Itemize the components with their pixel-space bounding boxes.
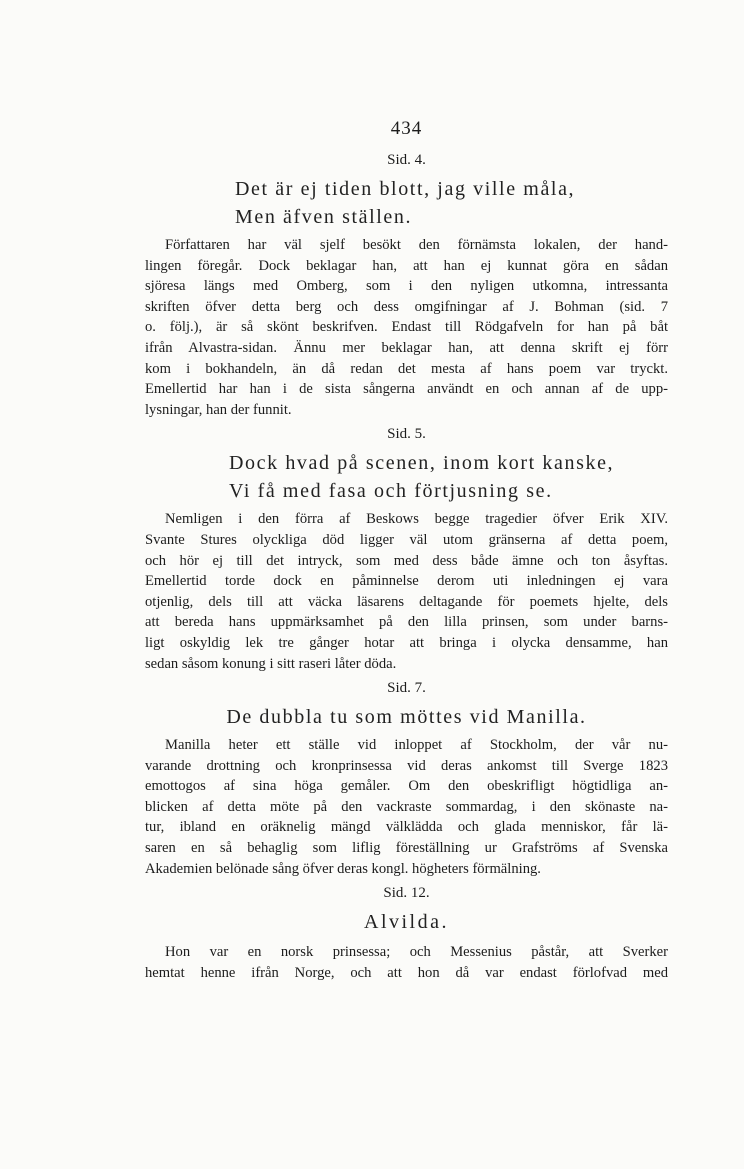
commentary-paragraph bbox=[145, 735, 668, 879]
text-line: och hör ej till det intryck, som med dess både ämne och ton åsyftas. bbox=[145, 552, 668, 569]
commentary-paragraph bbox=[145, 235, 668, 420]
text-line: Emellertid har han i de sista sångerna användt en och annan af de upp- bbox=[145, 381, 668, 398]
text-line: lingen föregår. Dock beklagar han, att han ej kunnat göra en sådan bbox=[145, 257, 668, 274]
section-sid-7 bbox=[145, 680, 668, 879]
section-ref: Sid. 12. bbox=[383, 885, 430, 902]
text-line: Akademien belönade sång öfver deras kongl. högheters förmälning. bbox=[145, 860, 541, 877]
text-line: Emellertid torde dock en påminnelse derom uti inledningen ej vara bbox=[145, 573, 668, 590]
section-sid-5 bbox=[145, 426, 668, 674]
text-line: Manilla heter ett ställe vid inloppet af Stockholm, der vår nu- bbox=[165, 737, 668, 754]
verse-line: Men äfven ställen. bbox=[235, 206, 413, 228]
page-number: 434 bbox=[390, 118, 423, 139]
text-line: tur, ibland en oräknelig mängd välklädda och glada menniskor, får lä- bbox=[145, 819, 668, 836]
text-line: saren en så behaglig som liflig föreställning ur Grafströms af Svenska bbox=[145, 840, 668, 857]
text-line: varande drottning och kronprinsessa vid deras ankomst till Sverge 1823 bbox=[145, 757, 668, 774]
text-line: Hon var en norsk prinsessa; och Messenius påstår, att Sverker bbox=[165, 944, 668, 961]
verse-line: De dubbla tu som möttes vid Manilla. bbox=[226, 706, 587, 729]
text-line: Författaren har väl sjelf besökt den förnämsta lokalen, der hand- bbox=[165, 237, 668, 253]
section-sid-12 bbox=[145, 885, 668, 983]
text-line: blicken af detta möte på den vackraste sommardag, i den skönaste na- bbox=[145, 798, 668, 815]
verse-line: Vi få med fasa och förtjusning se. bbox=[229, 480, 553, 503]
section-ref: Sid. 7. bbox=[387, 680, 426, 697]
verse-line: Dock hvad på scenen, inom kort kanske, bbox=[229, 452, 615, 475]
text-line: ifrån Alvastra-sidan. Ännu mer beklagar han, att denna skrift ej förr bbox=[145, 339, 668, 356]
text-line: hemtat henne ifrån Norge, och att hon då var endast förlofvad med bbox=[145, 964, 668, 981]
verse-line: Alvilda. bbox=[364, 911, 449, 934]
page bbox=[145, 118, 668, 989]
verse-line: Det är ej tiden blott, jag ville måla, bbox=[235, 178, 576, 200]
text-line: sjöresa längs med Omberg, som i den nyligen utkomna, intressanta bbox=[145, 278, 668, 295]
text-line: Nemligen i den förra af Beskows begge tragedier öfver Erik XIV. bbox=[165, 511, 668, 528]
text-line: otjenlig, dels till att väcka läsarens deltagande för poemets hjelte, dels bbox=[145, 593, 668, 610]
text-line: Svante Stures olyckliga död ligger väl utom gränserna af detta poem, bbox=[145, 531, 668, 548]
text-line: skriften öfver detta berg och dess omgifningar af J. Bohman (sid. 7 bbox=[145, 298, 668, 315]
text-line: att bereda hans uppmärksamhet på den lilla prinsen, som under barns- bbox=[145, 614, 668, 631]
commentary-paragraph bbox=[145, 509, 668, 674]
text-line: emottogos af sina höga gemåler. Om den obeskrifligt högtidliga an- bbox=[145, 778, 668, 795]
text-line: lysningar, han der funnit. bbox=[145, 401, 292, 418]
text-line: sedan såsom konung i sitt raseri låter döda. bbox=[145, 655, 397, 672]
section-ref: Sid. 4. bbox=[387, 152, 426, 168]
text-line: o. följ.), är så skönt beskrifven. Endast till Rödgafveln for han på båt bbox=[145, 319, 668, 336]
section-sid-4 bbox=[145, 152, 668, 420]
text-line: ligt oskyldig lek tre gånger hotar att bringa i olycka densamme, han bbox=[145, 634, 668, 651]
commentary-paragraph bbox=[145, 942, 668, 983]
section-ref: Sid. 5. bbox=[387, 426, 426, 443]
text-line: kom i bokhandeln, än då redan det mesta af hans poem var tryckt. bbox=[145, 360, 668, 377]
